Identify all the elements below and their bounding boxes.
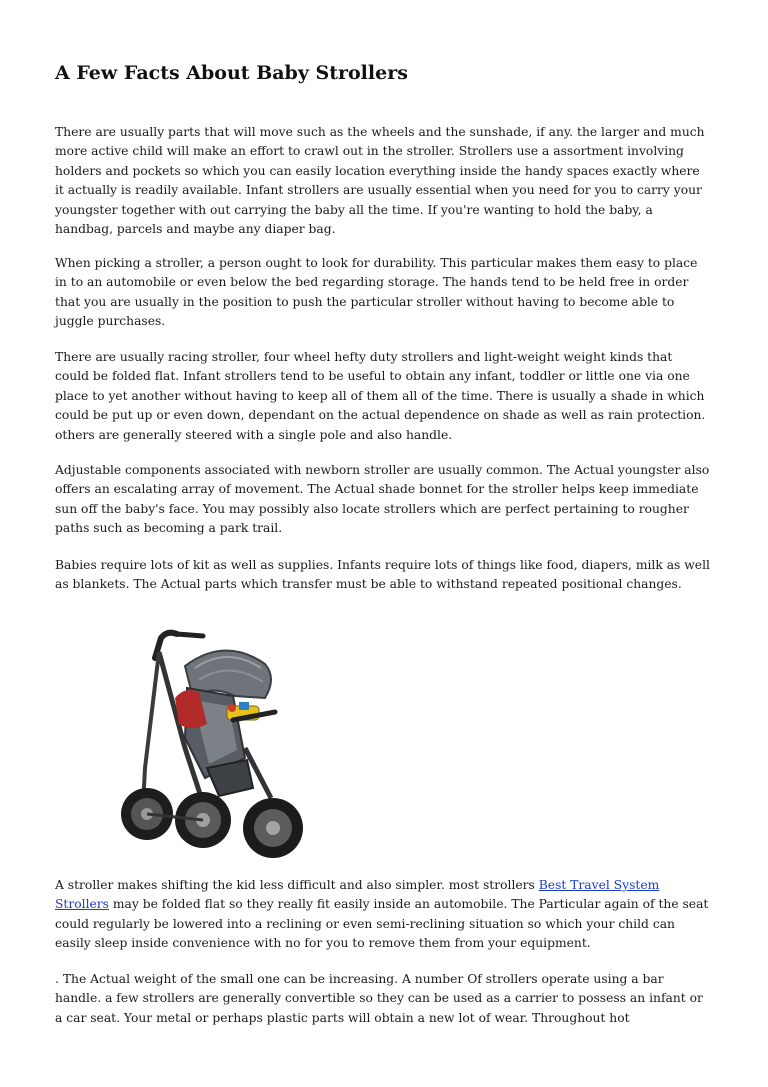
stroller-image [115, 628, 305, 866]
best-travel-system-strollers-link[interactable]: Best Travel System Strollers [55, 878, 660, 912]
paragraph-folding-text-after: may be folded flat so they really fit easily inside an automobile. The Particular again of the seat could regularly be lowered into a reclining or even semi-reclining situation so which your child can easily sleep inside convenience with no for you to remove them from your equipment. [55, 897, 709, 951]
paragraph-folding [55, 876, 710, 954]
paragraph-supplies: Babies require lots of kit as well as supplies. Infants require lots of things like food, diapers, milk as well as blankets. The Actual parts which transfer must be able to withstand repeated positional changes. [55, 558, 710, 592]
paragraph-weight: . The Actual weight of the small one can be increasing. A number Of strollers operate using a bar handle. a few strollers are generally convertible so they can be used as a carrier to possess an infant or a car seat. Your metal or perhaps plastic parts will obtain a new lot of wear. Throughout hot [55, 972, 703, 1025]
paragraph-folding-text-before: A stroller makes shifting the kid less difficult and also simpler. most strollers [55, 878, 539, 892]
paragraph-parts: There are usually parts that will move such as the wheels and the sunshade, if any. the larger and much more active child will make an effort to crawl out in the stroller. Strollers use a assortment involving holders and pockets so which you can easily location everything inside the handy spaces exactly where it actually is readily available. Infant strollers are usually essential when you need for you to carry your youngster together with out carrying the baby all the time. If you're wanting to hold the baby, a handbag, parcels and maybe any diaper bag. [55, 125, 705, 237]
paragraph-adjustable-components: Adjustable components associated with newborn stroller are usually common. The Actual youngster also offers an escalating array of movement. The Actual shade bonnet for the stroller helps keep immediate sun off the baby's face. You may possibly also locate strollers which are perfect pertaining to rougher paths such as becoming a park trail. [55, 463, 710, 536]
paragraph-stroller-types: There are usually racing stroller, four wheel hefty duty strollers and light-weight weight kinds that could be folded flat. Infant strollers tend to be useful to obtain any infant, toddler or little one via one place to yet another without having to keep all of them all of the time. There is usually a shade in which could be put up or even down, dependant on the actual dependence on shade as well as rain protection. others are generally steered with a single pole and also handle. [55, 350, 706, 442]
page-title: A Few Facts About Baby Strollers [55, 62, 408, 84]
paragraph-durability: When picking a stroller, a person ought to look for durability. This particular makes them easy to place in to an automobile or even below the bed regarding storage. The hands tend to be held free in order that you are usually in the position to push the particular stroller without having to become able to juggle purchases. [55, 256, 698, 329]
